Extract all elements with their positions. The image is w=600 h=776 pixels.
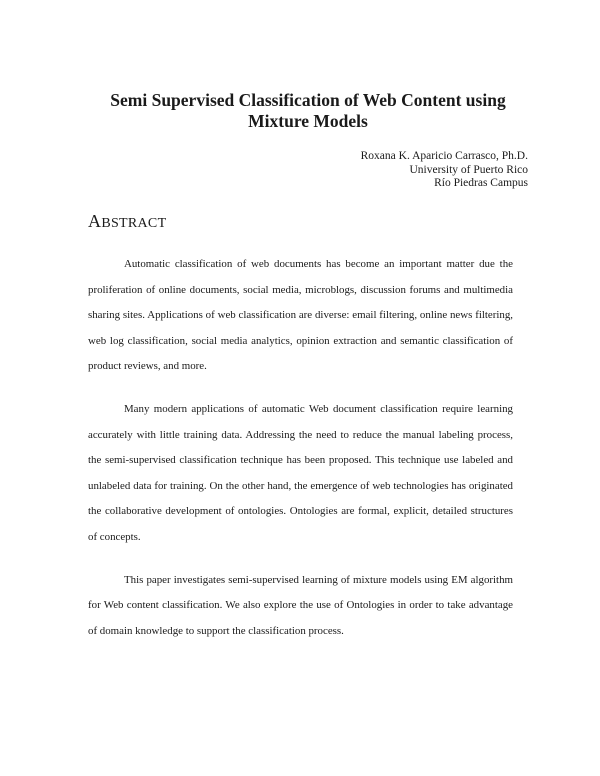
author-name: Roxana K. Aparicio Carrasco, Ph.D. [360,150,528,162]
abstract-body [88,252,513,661]
abstract-heading-rest: BSTRACT [101,216,167,231]
abstract-paragraph-1: Automatic classification of web documents has become an important matter due the proliferation of online documents, social media, microblogs, discussion forums and multimedia sharing sites. Applications of web classification are diverse: email filtering, online news filtering, web log classification, social media analytics, opinion extraction and semantic classification of product reviews, and more. [88,258,513,373]
abstract-heading [88,211,166,232]
author-affiliation: University of Puerto Rico [409,163,528,176]
title-line-2: Mixture Models [248,111,368,131]
author-block [361,150,528,191]
abstract-heading-initial: A [88,211,102,231]
abstract-paragraph-3: This paper investigates semi-supervised learning of mixture models using EM algorithm for Web content classification. We also explore the use of Ontologies in order to take advantage of domain knowledge to support the classification process. [88,573,513,637]
abstract-paragraph-2: Many modern applications of automatic Web document classification require learning accurately with little training data. Addressing the need to reduce the manual labeling process, the semi-supervised classification technique has been proposed. This technique use labeled and unlabeled data for training. On the other hand, the emergence of web technologies has originated the collaborative development of ontologies. Ontologies are formal, explicit, detailed structures of concepts. [88,402,513,543]
author-campus: Río Piedras Campus [434,177,528,189]
paper-title [60,90,556,132]
title-line-1: Semi Supervised Classification of Web Content using [110,90,506,110]
